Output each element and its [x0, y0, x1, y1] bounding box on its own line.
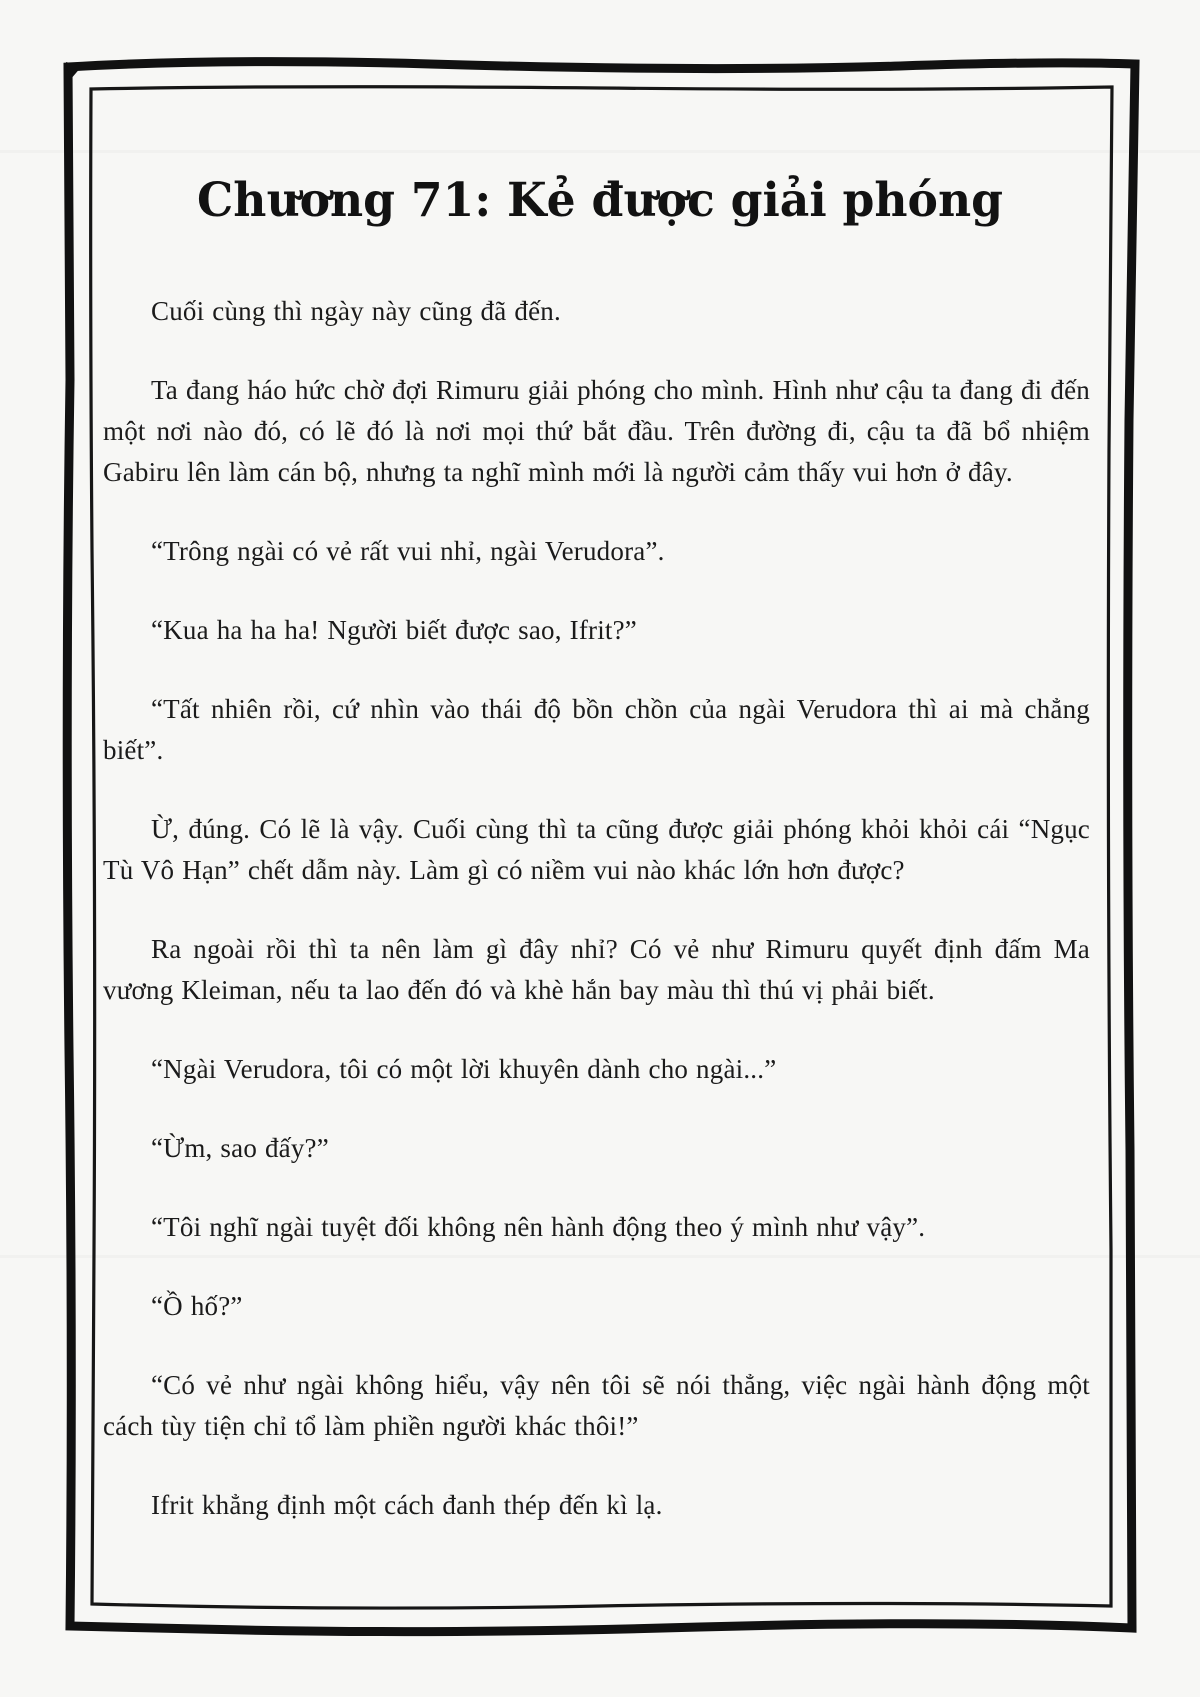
- paragraph: “Ồ hố?”: [151, 1291, 243, 1321]
- paragraph: “Tất nhiên rồi, cứ nhìn vào thái độ bồn chồn của ngài Verudora thì ai mà chẳng biết”.: [103, 694, 1090, 765]
- paragraph: “Có vẻ như ngài không hiểu, vậy nên tôi sẽ nói thẳng, việc ngài hành động một cách tùy tiện chỉ tổ làm phiền người khác thôi!”: [103, 1370, 1090, 1441]
- paragraph: Ra ngoài rồi thì ta nên làm gì đây nhỉ? Có vẻ như Rimuru quyết định đấm Ma vương Kleiman, nếu ta lao đến đó và khè hắn bay màu thì thú vị phải biết.: [103, 934, 1090, 1005]
- paragraph: Ta đang háo hức chờ đợi Rimuru giải phóng cho mình. Hình như cậu ta đang đi đến một nơi nào đó, có lẽ đó là nơi mọi thứ bắt đầu. Trên đường đi, cậu ta đã bổ nhiệm Gabiru lên làm cán bộ, nhưng ta nghĩ mình mới là người cảm thấy vui hơn ở đây.: [103, 375, 1090, 487]
- paragraph: “Ừm, sao đấy?”: [151, 1133, 329, 1163]
- paragraph: Ừ, đúng. Có lẽ là vậy. Cuối cùng thì ta cũng được giải phóng khỏi khỏi cái “Ngục Tù Vô Hạn” chết dẫm này. Làm gì có niềm vui nào khác lớn hơn được?: [103, 814, 1090, 885]
- paragraph: Ifrit khẳng định một cách đanh thép đến kì lạ.: [151, 1490, 663, 1520]
- paragraph: “Kua ha ha ha! Người biết được sao, Ifrit?”: [151, 615, 637, 645]
- chapter-title: Chương 71: Kẻ được giải phóng: [197, 173, 1003, 228]
- scan-artifact-band: [0, 150, 1200, 153]
- paragraph: “Tôi nghĩ ngài tuyệt đối không nên hành động theo ý mình như vậy”.: [151, 1212, 926, 1242]
- paragraph: Cuối cùng thì ngày này cũng đã đến.: [151, 296, 561, 326]
- paragraph: “Ngài Verudora, tôi có một lời khuyên dành cho ngài...”: [151, 1054, 777, 1084]
- chapter-body: [103, 291, 1090, 1564]
- paragraph: “Trông ngài có vẻ rất vui nhỉ, ngài Verudora”.: [151, 536, 665, 566]
